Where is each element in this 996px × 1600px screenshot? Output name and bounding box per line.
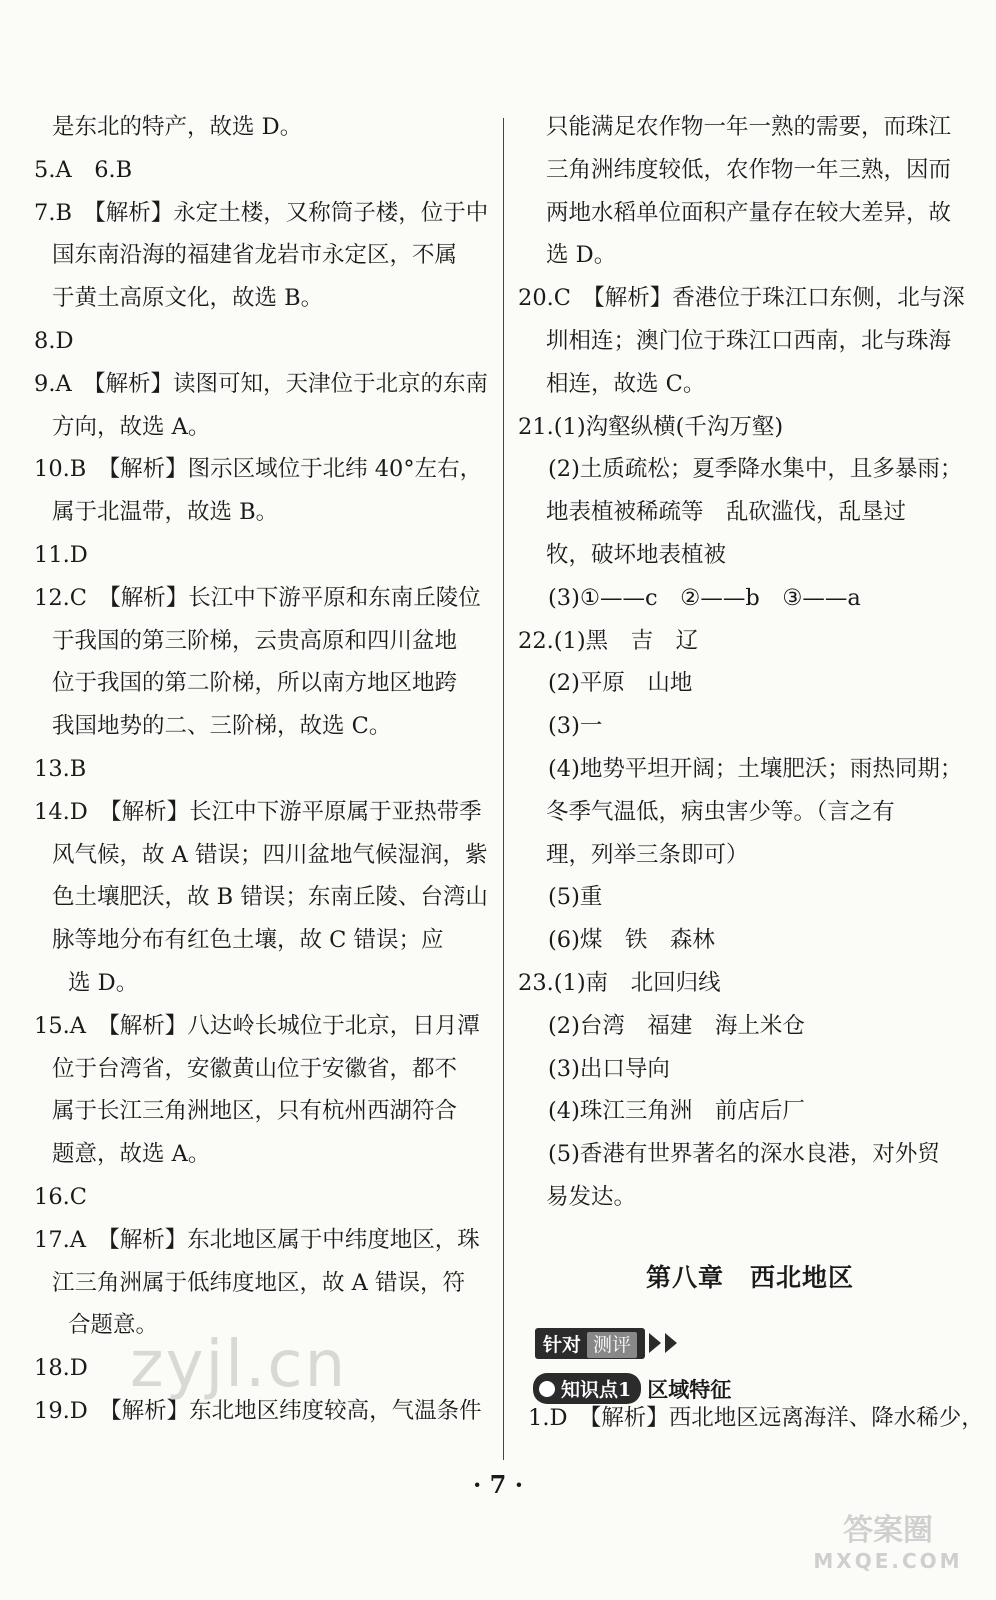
answer-line: 7.B 【解析】永定土楼，又称筒子楼，位于中 [34,199,489,226]
banner-part1: 针对 [543,1333,582,1356]
answer-line: 冬季气温低，病虫害少等。（言之有 [546,798,895,825]
knowledge-point-badge [533,1373,641,1404]
play-icon [539,1381,555,1397]
answer-line: 11.D [34,542,88,568]
arrow-icon [665,1333,677,1353]
answer-line: 我国地势的二、三阶梯，故选 C。 [52,713,392,740]
answer-line: 于我国的第三阶梯，云贵高原和四川盆地 [52,627,458,654]
answer-line: (2)平原 山地 [548,670,693,697]
answer-line: 圳相连；澳门位于珠江口西南，北与珠海 [546,328,952,354]
answer-line: 合题意。 [68,1312,159,1339]
knowledge-point-title: 区域特征 [647,1376,732,1402]
answer-line: 选 D。 [546,242,617,269]
answer-line: 地表植被稀疏等 乱砍滥伐，乱垦过 [546,499,907,526]
answer-line: 16.C [34,1184,87,1210]
answer-line: 5.A 6.B [34,156,133,183]
answer-line: 江三角洲属于低纬度地区，故 A 错误，符 [52,1269,466,1296]
answer-line: 选 D。 [68,970,139,996]
answer-line: 相连，故选 C。 [546,370,706,397]
answer-line: (2)台湾 福建 海上米仓 [548,1012,805,1039]
answer-line: 1.D 【解析】西北地区远离海洋、降水稀少， [528,1405,984,1431]
answer-line: (4)地势平坦开阔；土壤肥沃；雨热同期； [548,756,963,782]
answer-line: 17.A 【解析】东北地区属于中纬度地区，珠 [34,1226,480,1253]
knowledge-point-header [533,1373,731,1404]
answer-line: 理，列举三条即可） [546,841,749,868]
answer-line: 14.D 【解析】长江中下游平原属于亚热带季 [34,798,482,825]
watermark-right-sub: MXQE.COM [813,1549,963,1573]
answer-line: 三角洲纬度较低，农作物一年三熟，因而 [546,156,952,183]
answer-line: (2)土质疏松；夏季降水集中，且多暴雨； [548,456,963,483]
answer-line: 易发达。 [546,1184,637,1210]
answer-line: 脉等地分布有红色土壤，故 C 错误；应 [52,927,444,954]
answer-line: 8.D [34,328,74,354]
column-divider [503,118,504,1460]
answer-line: 23.(1)南 北回归线 [518,970,721,996]
answer-line: 20.C 【解析】香港位于珠江口东侧，北与深 [518,285,965,312]
answer-line: 是东北的特产，故选 D。 [52,114,303,140]
answer-line: 属于长江三角洲地区，只有杭州西湖符合 [52,1098,458,1125]
answer-line: (3)出口导向 [548,1055,670,1082]
answer-line: (4)珠江三角洲 前店后厂 [548,1098,805,1125]
answer-line: 于黄土高原文化，故选 B。 [52,285,324,312]
answer-line: 15.A 【解析】八达岭长城位于北京，日月潭 [34,1012,480,1039]
answer-line: 18.D [34,1355,88,1382]
answer-line: 国东南沿海的福建省龙岩市永定区，不属 [52,242,458,269]
answer-line: (5)重 [548,884,603,911]
answer-line: 风气候，故 A 错误；四川盆地气候湿润，紫 [52,841,488,868]
watermark-left: zyjl.cn [130,1328,348,1402]
answer-line: 位于台湾省，安徽黄山位于安徽省，都不 [52,1055,458,1082]
answer-line: 13.B [34,756,87,782]
knowledge-point-badge-label: 知识点1 [561,1379,632,1401]
page-number: · 7 · [472,1470,524,1499]
answer-line: 21.(1)沟壑纵横(千沟万壑) [518,413,784,440]
answer-line: (3)①——c ②——b ③——a [548,584,861,611]
answer-line: 两地水稻单位面积产量存在较大差异，故 [546,199,952,226]
banner-label [535,1328,645,1359]
answer-line: 位于我国的第二阶梯，所以南方地区地跨 [52,670,458,697]
answer-line: 牧，破坏地表植被 [546,542,727,568]
banner-part2: 测评 [587,1332,637,1358]
answer-line: 10.B 【解析】图示区域位于北纬 40°左右， [34,456,483,483]
answer-line: 22.(1)黑 吉 辽 [518,627,699,654]
section-banner [535,1326,677,1360]
answer-line: 方向，故选 A。 [52,413,211,440]
answer-line: 色土壤肥沃，故 B 错误；东南丘陵、台湾山 [52,884,488,911]
answer-line: (5)香港有世界著名的深水良港，对外贸 [548,1141,940,1168]
watermark-right [808,1505,968,1573]
arrow-icon [649,1333,661,1353]
answer-line: (6)煤 铁 森林 [548,927,715,954]
answer-line: 9.A 【解析】读图可知，天津位于北京的东南 [34,370,488,397]
answer-line: 19.D 【解析】东北地区纬度较高，气温条件 [34,1398,482,1424]
answer-line: 属于北温带，故选 B。 [52,499,279,526]
answer-line: 12.C 【解析】长江中下游平原和东南丘陵位 [34,584,481,611]
watermark-right-main: 答案圈 [843,1513,933,1548]
answer-line: 题意，故选 A。 [52,1141,211,1168]
chapter-title: 第八章 西北地区 [645,1263,854,1292]
answer-line: 只能满足农作物一年一熟的需要，而珠江 [546,114,952,140]
answer-line: (3)一 [548,713,603,740]
